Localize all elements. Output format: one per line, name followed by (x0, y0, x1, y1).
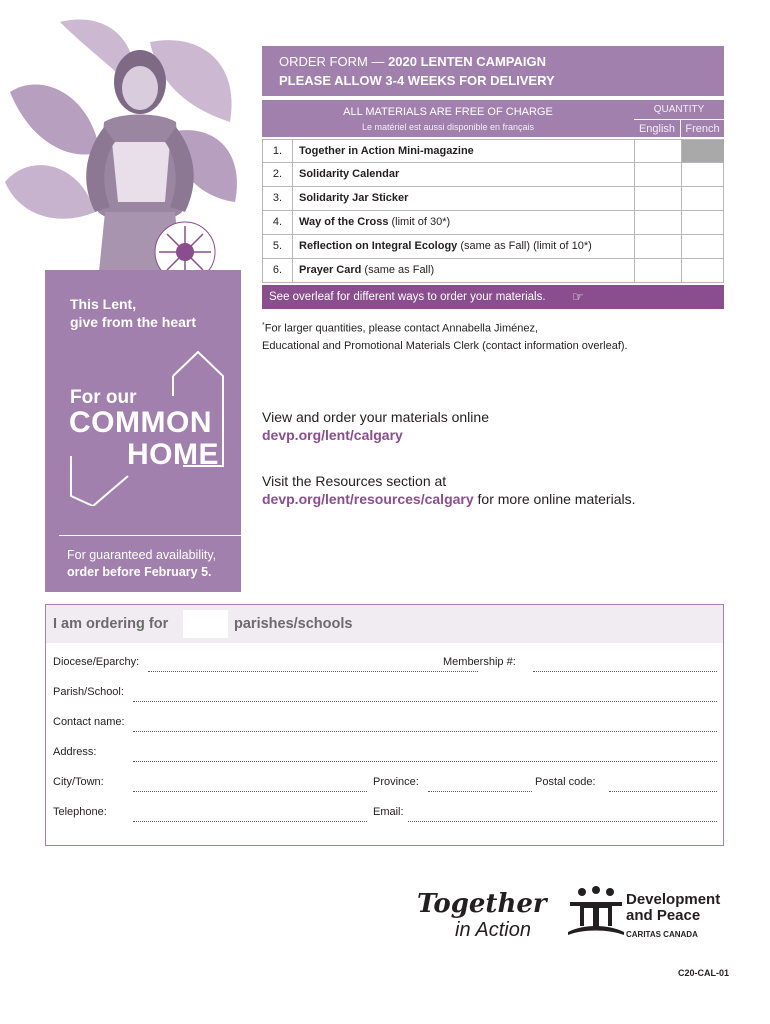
tagline-line-2: give from the heart (70, 314, 197, 330)
english-quantity-field[interactable] (634, 187, 682, 210)
overleaf-text: See overleaf for different ways to order your materials. (269, 291, 546, 303)
material-name: Solidarity Calendar (299, 168, 400, 180)
row-number: 6. (263, 259, 293, 282)
availability-note (67, 547, 216, 581)
material-note: (same as Fall) (limit of 10*) (457, 240, 592, 252)
material-note: (same as Fall) (361, 264, 435, 276)
resources-text: Visit the Resources section at (262, 473, 447, 489)
campaign-title-common: COMMON (69, 406, 212, 439)
online-order-block (262, 408, 489, 444)
diocese-label: Diocese/Eparchy: (53, 656, 140, 668)
tagline-line-1: This Lent, (70, 296, 137, 312)
contact-label: Contact name: (53, 716, 125, 728)
pointing-hand-icon: ☞ (572, 289, 584, 304)
order-form-title-campaign: 2020 LENTEN CAMPAIGN (388, 54, 547, 69)
french-quantity-field[interactable] (682, 259, 724, 282)
footnote-mark: * (262, 322, 265, 329)
panel-divider (59, 535, 241, 536)
order-form-header (262, 46, 724, 96)
material-name: Together in Action Mini-magazine (299, 145, 474, 157)
email-label: Email: (373, 806, 404, 818)
row-number: 3. (263, 187, 293, 210)
footnote-line-1: For larger quantities, please contact Annabella Jiménez, (264, 322, 539, 335)
french-quantity-field[interactable] (682, 235, 724, 258)
online-order-text: View and order your materials online (262, 409, 489, 425)
material-name: Solidarity Jar Sticker (299, 192, 409, 204)
english-quantity-field[interactable] (634, 235, 682, 258)
table-row (262, 235, 724, 259)
french-quantity-field[interactable] (682, 211, 724, 234)
row-number: 2. (263, 163, 293, 186)
parish-field[interactable] (133, 701, 717, 702)
order-form-title-prefix: ORDER FORM — (279, 54, 389, 69)
email-field[interactable] (408, 821, 717, 822)
resources-suffix: for more online materials. (473, 491, 636, 507)
availability-line-1: For guaranteed availability, (67, 548, 217, 562)
english-quantity-field[interactable] (634, 163, 682, 186)
row-number: 4. (263, 211, 293, 234)
table-header (262, 100, 634, 137)
resources-block (262, 472, 635, 508)
english-column-header: English (634, 119, 681, 137)
material-name: Reflection on Integral Ecology (299, 240, 458, 252)
parish-label: Parish/School: (53, 686, 124, 698)
french-quantity-field[interactable] (682, 163, 724, 186)
french-quantity-unavailable (682, 140, 724, 162)
membership-field[interactable] (533, 671, 717, 672)
membership-label: Membership #: (443, 656, 516, 668)
footnote (262, 317, 724, 355)
english-quantity-field[interactable] (634, 211, 682, 234)
province-label: Province: (373, 776, 419, 788)
svg-text:CARITAS CANADA: CARITAS CANADA (626, 930, 698, 939)
svg-text:Together: Together (417, 889, 547, 919)
materials-table (262, 139, 724, 283)
quantity-header: QUANTITY (634, 100, 724, 119)
resources-link[interactable]: devp.org/lent/resources/calgary (262, 491, 474, 507)
table-header-title: ALL MATERIALS ARE FREE OF CHARGE (343, 106, 553, 118)
city-field[interactable] (133, 791, 367, 792)
address-label: Address: (53, 746, 97, 758)
material-name: Prayer Card (299, 264, 362, 276)
footnote-line-2: Educational and Promotional Materials Clerk (contact information overleaf). (262, 339, 628, 352)
row-number: 5. (263, 235, 293, 258)
city-label: City/Town: (53, 776, 104, 788)
together-in-action-logo (415, 884, 565, 940)
telephone-label: Telephone: (53, 806, 107, 818)
table-row (262, 163, 724, 187)
overleaf-bar (262, 285, 724, 309)
province-field[interactable] (428, 791, 532, 792)
contact-field[interactable] (133, 731, 717, 732)
french-column-header: French (681, 119, 724, 137)
campaign-title-for: For our (70, 387, 137, 408)
table-row (262, 211, 724, 235)
french-quantity-field[interactable] (682, 187, 724, 210)
parishes-schools-label: parishes/schools (234, 616, 353, 632)
table-row (262, 139, 724, 163)
svg-text:Development: Development (626, 891, 721, 908)
row-number: 1. (263, 140, 293, 162)
campaign-title-home: HOME (127, 438, 219, 471)
postal-code-field[interactable] (609, 791, 717, 792)
telephone-field[interactable] (133, 821, 367, 822)
document-code: C20-CAL-01 (678, 968, 730, 978)
english-quantity-field[interactable] (634, 259, 682, 282)
campaign-panel (45, 270, 241, 592)
diocese-field[interactable] (148, 671, 478, 672)
tagline (70, 295, 196, 331)
table-row (262, 259, 724, 283)
availability-line-2: order before February 5. (67, 565, 212, 579)
ordering-form (45, 604, 724, 846)
english-quantity-field[interactable] (634, 140, 682, 162)
order-form-title (279, 52, 546, 71)
address-field[interactable] (133, 761, 717, 762)
postal-code-label: Postal code: (535, 776, 596, 788)
svg-text:and Peace: and Peace (626, 907, 701, 924)
table-header-subtitle: Le matériel est aussi disponible en français (361, 122, 535, 132)
parish-count-field[interactable] (183, 610, 228, 638)
online-order-link[interactable]: devp.org/lent/calgary (262, 427, 403, 443)
material-name: Way of the Cross (299, 216, 389, 228)
ordering-for-label: I am ordering for (53, 616, 169, 632)
delivery-note: PLEASE ALLOW 3-4 WEEKS FOR DELIVERY (279, 73, 555, 88)
material-note: (limit of 30*) (388, 216, 451, 228)
campaign-illustration (0, 12, 250, 312)
development-and-peace-logo (568, 884, 728, 944)
svg-text:in Action: in Action (455, 919, 531, 940)
table-row (262, 187, 724, 211)
